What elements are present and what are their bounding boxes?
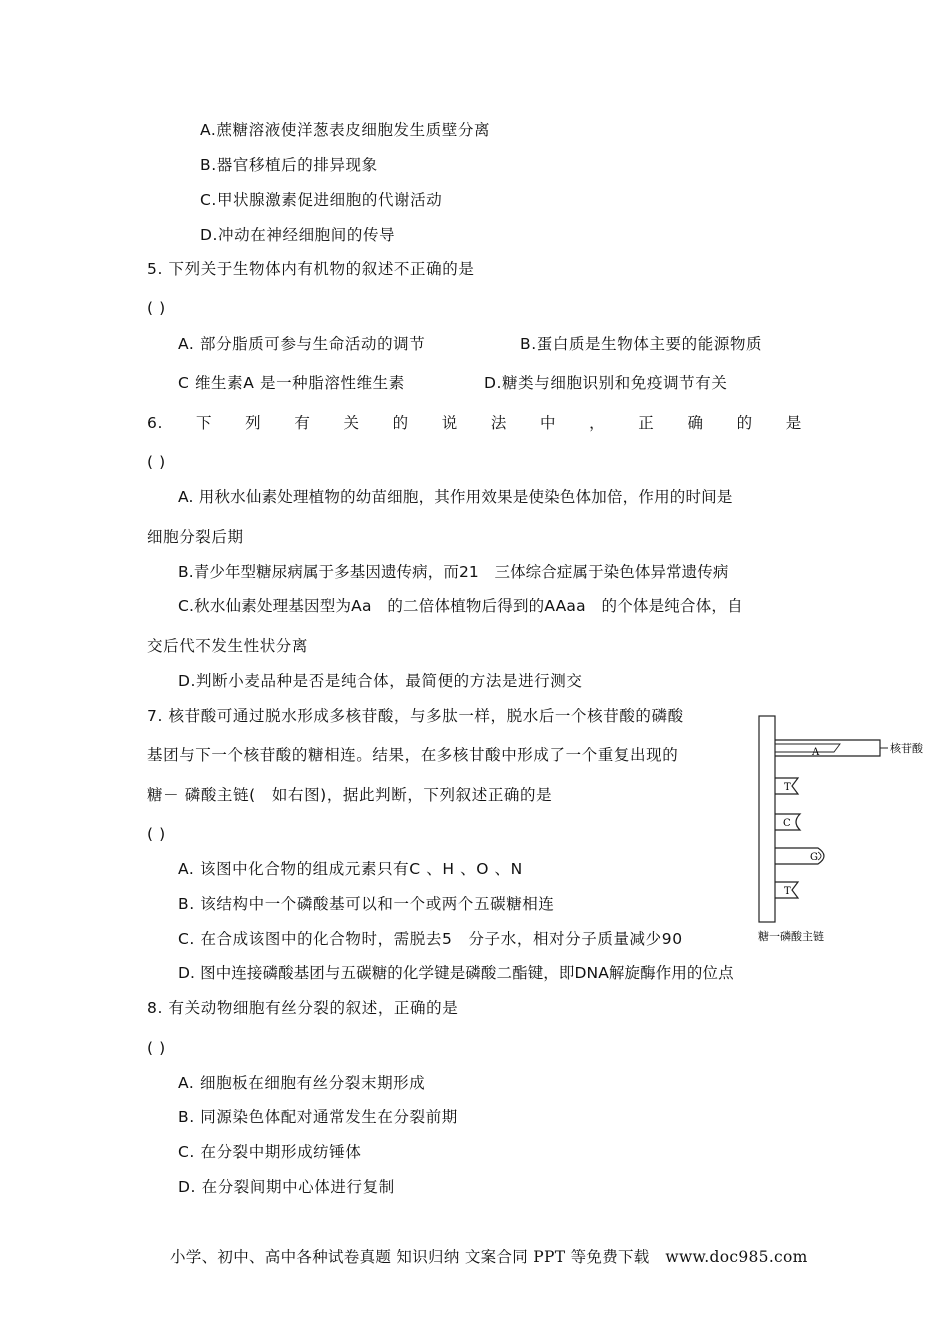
q8-stem: 8. 有关动物细胞有丝分裂的叙述，正确的是: [147, 999, 459, 1017]
q7-option-c: C. 在合成该图中的化合物时，需脱去5 分子水，相对分子质量减少90: [178, 930, 683, 948]
base-label: C: [783, 818, 791, 829]
q6-option-b: B.青少年型糖尿病属于多基因遗传病，而21 三体综合症属于染色体异常遗传病: [178, 563, 729, 581]
q7-stem-line2: 基团与下一个核苷酸的糖相连。结果，在多核甘酸中形成了一个重复出现的: [147, 746, 679, 764]
q6-stem-char: 关: [343, 414, 360, 432]
q5-option-a: A. 部分脂质可参与生命活动的调节: [178, 335, 426, 353]
q6-stem-char: 列: [245, 414, 262, 432]
q4-option-c: C.甲状腺激素促进细胞的代谢活动: [200, 191, 443, 209]
q7-answer-paren: ( ): [147, 825, 166, 843]
q4-option-b: B.器官移植后的排异现象: [200, 156, 378, 174]
q6-stem-char: 有: [294, 414, 311, 432]
q6-stem-char: 说: [441, 414, 458, 432]
base-label: G: [810, 852, 818, 863]
q6-stem-char: 的: [392, 414, 409, 432]
q4-option-d: D.冲动在神经细胞间的传导: [200, 226, 396, 244]
q4-option-a: A.蔗糖溶液使洋葱表皮细胞发生质壁分离: [200, 121, 491, 139]
base-a-group: [775, 740, 924, 758]
q6-stem-char: ，: [589, 414, 606, 432]
nucleotide-chain-figure: [740, 710, 940, 950]
q6-stem-char: 是: [785, 414, 802, 432]
base-c-group: [775, 814, 800, 830]
q6-stem-char: 中: [540, 414, 557, 432]
q5-option-c: C 维生素A 是一种脂溶性维生素: [178, 374, 405, 392]
nucleotide-label: 核苷酸: [890, 742, 923, 755]
q6-stem-char: 6.: [147, 414, 163, 432]
backbone-label: 糖一磷酸主链: [758, 930, 824, 943]
q7-stem-line3: 糖－ 磷酸主链( 如右图)，据此判断，下列叙述正确的是: [147, 786, 553, 804]
q7-option-a: A. 该图中化合物的组成元素只有C 、H 、O 、N: [178, 860, 523, 878]
q8-option-a: A. 细胞板在细胞有丝分裂末期形成: [178, 1074, 426, 1092]
q8-option-d: D. 在分裂间期中心体进行复制: [178, 1178, 395, 1196]
q5-option-b: B.蛋白质是生物体主要的能源物质: [520, 335, 763, 353]
q6-stem-char: 下: [196, 414, 213, 432]
q6-option-a-line1: A. 用秋水仙素处理植物的幼苗细胞，其作用效果是使染色体加倍，作用的时间是: [178, 488, 733, 506]
q6-answer-paren: ( ): [147, 453, 166, 471]
backbone-bar: [759, 716, 775, 922]
q6-stem-char: 确: [687, 414, 704, 432]
q5-option-d: D.糖类与细胞识别和免疫调节有关: [484, 374, 728, 392]
q6-option-c-line2: 交后代不发生性状分离: [147, 637, 309, 655]
base-t-group: [775, 778, 798, 794]
q8-answer-paren: ( ): [147, 1039, 166, 1057]
q6-stem-char: 法: [490, 414, 507, 432]
base-t-group: [775, 882, 798, 898]
page-footer: 小学、初中、高中各种试卷真题 知识归纳 文案合同 PPT 等免费下载 www.doc985.com: [170, 1248, 808, 1266]
base-g-group: [775, 848, 824, 864]
q6-option-c-line1: C.秋水仙素处理基因型为Aa 的二倍体植物后得到的AAaa 的个体是纯合体，自: [178, 597, 743, 615]
base-label: T: [784, 782, 791, 793]
q6-stem: [147, 413, 802, 433]
q6-stem-char: 正: [638, 414, 655, 432]
q8-option-b: B. 同源染色体配对通常发生在分裂前期: [178, 1108, 458, 1126]
q6-option-a-line2: 细胞分裂后期: [147, 528, 244, 546]
q5-stem: 5. 下列关于生物体内有机物的叙述不正确的是: [147, 260, 475, 278]
q5-answer-paren: ( ): [147, 299, 166, 317]
base-label: A: [812, 747, 820, 758]
q6-stem-char: 的: [736, 414, 753, 432]
q7-stem-line1: 7. 核苷酸可通过脱水形成多核苷酸，与多肽一样，脱水后一个核苷酸的磷酸: [147, 707, 684, 725]
q6-option-d: D.判断小麦品种是否是纯合体，最简便的方法是进行测交: [178, 672, 583, 690]
q8-option-c: C. 在分裂中期形成纺锤体: [178, 1143, 362, 1161]
q7-option-d: D. 图中连接磷酸基团与五碳糖的化学键是磷酸二酯键，即DNA解旋酶作用的位点: [178, 964, 734, 982]
base-label: T: [784, 886, 791, 897]
q7-option-b: B. 该结构中一个磷酸基可以和一个或两个五碳糖相连: [178, 895, 555, 913]
